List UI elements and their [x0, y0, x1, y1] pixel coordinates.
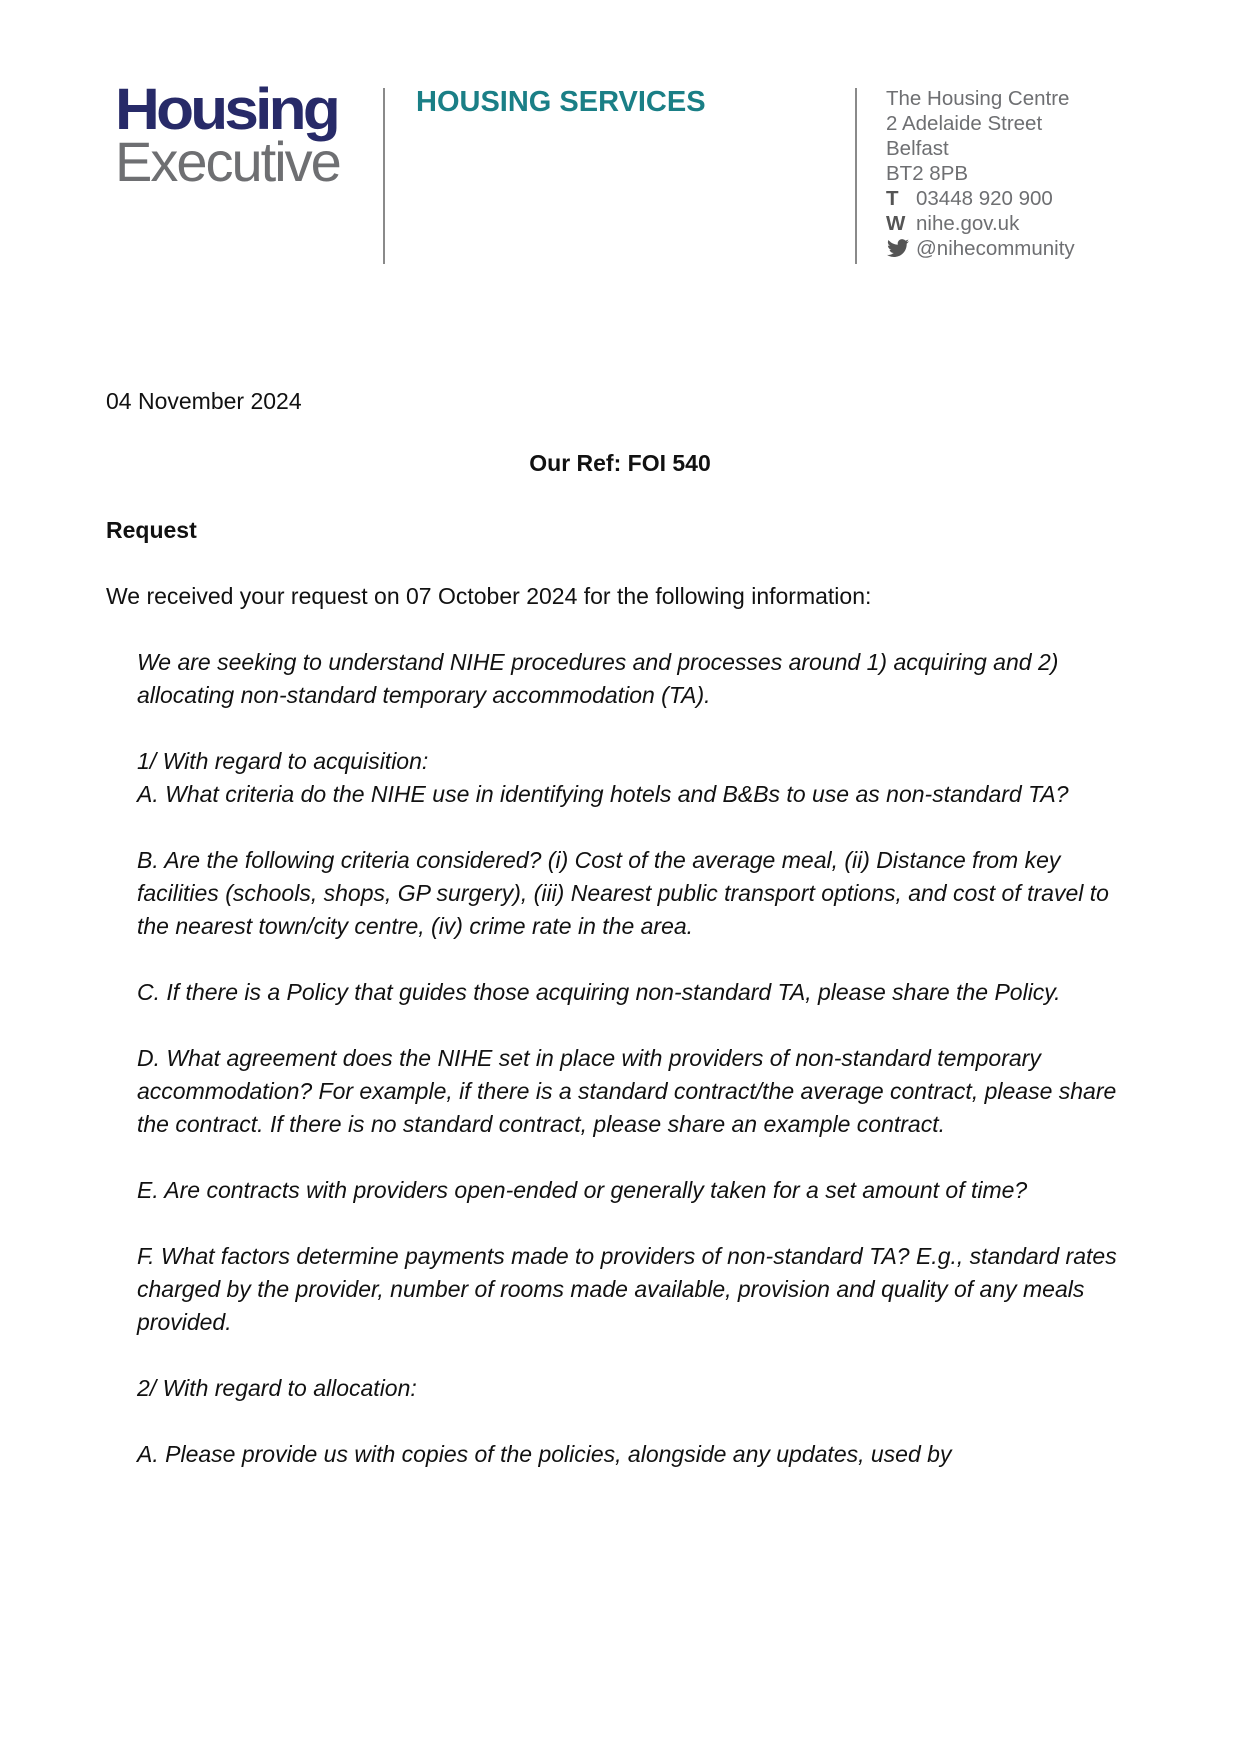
logo-line-housing: Housing [115, 77, 338, 142]
reference-number: Our Ref: FOI 540 [529, 450, 711, 476]
twitter-handle[interactable]: @nihecommunity [916, 237, 1075, 260]
section-title: 1/ With regard to acquisition: [137, 748, 429, 774]
question-1b: B. Are the following criteria considered? (i) Cost of the average meal, (ii) Distance from key facilities (schools, shops, GP surgery), (iii) Nearest public transport options, and cost of travel to the nearest town/city centre, (iv) crime rate in the area. [137, 847, 1109, 939]
phone-row [886, 186, 1075, 211]
question-1e: E. Are contracts with providers open-ended or generally taken for a set amount of time? [137, 1177, 1028, 1203]
twitter-bird-icon [886, 239, 910, 259]
question-2a: A. Please provide us with copies of the policies, alongside any updates, used by [137, 1441, 952, 1467]
address-line: The Housing Centre [886, 87, 1070, 110]
request-summary: We are seeking to understand NIHE procedures and processes around 1) acquiring and 2) allocating non-standard temporary accommodation (TA). [137, 649, 1059, 708]
request-body [137, 646, 1137, 1504]
section-heading: Request [106, 517, 197, 543]
twitter-row [886, 236, 1075, 261]
address-line: 2 Adelaide Street [886, 112, 1043, 135]
question-1f: F. What factors determine payments made to providers of non-standard TA? E.g., standard rates charged by the provider, number of rooms made available, provision and quality of any meals provided. [137, 1243, 1117, 1335]
divider-line [855, 88, 857, 264]
phone-label: T [886, 187, 899, 210]
contact-address [886, 86, 1075, 261]
section-title: 2/ With regard to allocation: [137, 1375, 417, 1401]
phone-number: 03448 920 900 [916, 187, 1053, 210]
web-row [886, 211, 1075, 236]
intro-paragraph: We received your request on 07 October 2024 for the following information: [106, 583, 872, 609]
web-label: W [886, 212, 906, 235]
question-1c: C. If there is a Policy that guides those acquiring non-standard TA, please share the Policy. [137, 979, 1061, 1005]
address-line: Belfast [886, 137, 949, 160]
question-1a: A. What criteria do the NIHE use in identifying hotels and B&Bs to use as non-standard TA? [137, 781, 1069, 807]
question-1d: D. What agreement does the NIHE set in place with providers of non-standard temporary accommodation? For example, if there is a standard contract/the average contract, please share the contract. If there is no standard contract, please share an example contract. [137, 1045, 1117, 1137]
address-postcode: BT2 8PB [886, 162, 969, 185]
divider-line [383, 88, 385, 264]
letter-date: 04 November 2024 [106, 388, 302, 414]
logo-line-executive: Executive [115, 130, 340, 193]
housing-executive-logo [115, 77, 340, 193]
website-link[interactable]: nihe.gov.uk [916, 212, 1020, 235]
department-name: HOUSING SERVICES [416, 86, 706, 118]
